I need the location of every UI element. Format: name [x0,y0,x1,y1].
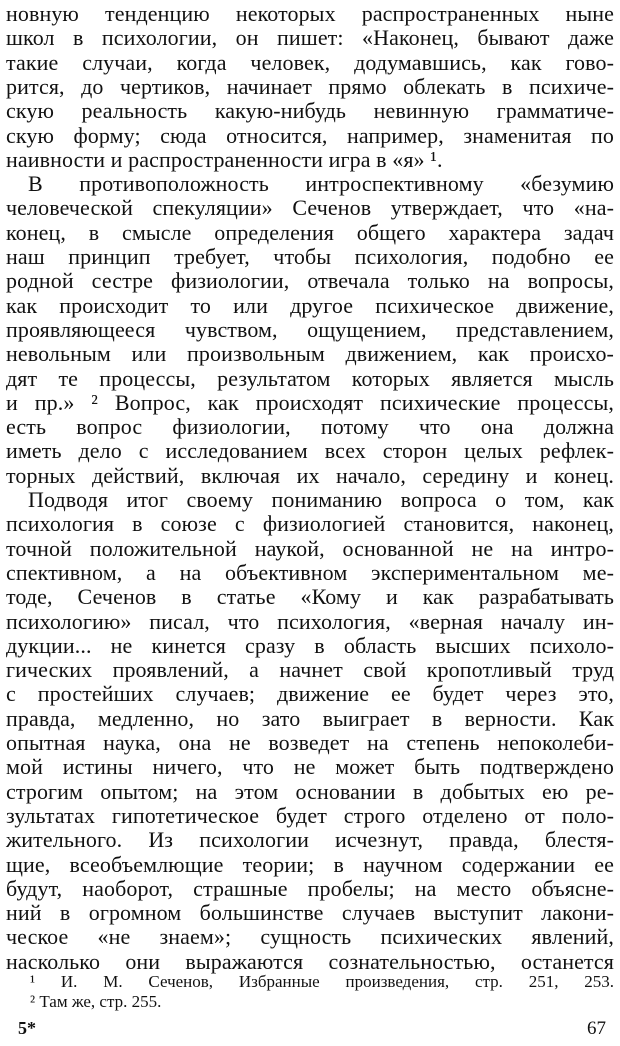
text-line: психологию» писал, что психология, «верная началу ин- [6,608,614,634]
text-line: тоде, Сеченов в статье «Кому и как разрабатывать [6,584,614,610]
text-line: точной положительной наукой, основанной не на интро- [6,535,614,561]
footnote-2: ² Там же, стр. 255. [30,992,162,1011]
text-line: конец, в смысле определения общего характера задач [6,219,614,245]
text-line: скую форму; сюда относится, например, знаменитая по [6,122,614,148]
text-line: иметь дело с исследованием всех сторон целых рефлек- [6,438,614,464]
text-line: зультатах гипотетическое будет строго отделено от поло- [6,802,614,828]
text-line: мой истины ничего, что не может быть подтверждено [6,754,614,780]
text-line: невольным или произвольным движением, как происхо- [6,341,614,367]
text-line: психология в союзе с физиологией становится, наконец, [6,511,614,537]
text-line: рится, до чертиков, начинает прямо облекать в психиче- [6,73,614,99]
text-line: гических проявлений, а начнет свой кропотливый труд [6,657,614,683]
text-line: и пр.» ² Вопрос, как происходят психические процессы, [6,389,614,415]
text-line: опытная наука, она не возведет на степень непоколеби- [6,730,614,755]
text-line: ческое «не знаем»; сущность психических явлений, [6,924,614,950]
text-line: правда, медленно, но зато выиграет в верности. Как [6,705,614,731]
text-line: жительного. Из психологии исчезнут, правда, блестя- [6,827,614,853]
text-line: дукции... не кинется сразу в область высших психоло- [6,632,614,658]
text-line: с простейших случаев; движение ее будет через это, [6,681,614,707]
text-line: торных действий, включая их начало, середину и конец. [6,462,614,488]
text-line: насколько они выражаются сознательностью, останется [6,948,614,974]
text-line: щие, всеобъемлющие теории; в научном содержании ее [6,851,614,877]
text-line: родной сестре физиологии, отвечала только на вопросы, [6,268,614,294]
footnote-1: ¹ И. М. Сеченов, Избранные произведения, стр. 251, 253. [30,972,614,991]
text-line: как происходит то или другое психическое движение, [6,292,614,318]
text-line: наш принцип требует, чтобы психология, подобно ее [6,244,614,269]
text-line: В противоположность интроспективному «безумию [28,171,614,197]
text-line: ний в огромном большинстве случаев выступит лакони- [6,900,614,926]
text-line: школ в психологии, он пишет: «Наконец, бывают даже [6,25,614,51]
text-line: будут, наоборот, страшные пробелы; на место объясне- [6,875,614,901]
text-line: скую реальность какую-нибудь невинную грамматиче- [6,98,614,124]
text-line: человеческой спекуляции» Сеченов утверждает, что «на- [6,195,614,221]
text-line: строгим опытом; на этом основании в добытых ею ре- [6,778,614,804]
text-line: дят те процессы, результатом которых является мысль [6,365,614,391]
text-line: такие случаи, когда человек, додумавшись, как гово- [6,49,614,75]
text-line: Подводя итог своему пониманию вопроса о том, как [28,487,614,512]
text-line: проявляющееся чувством, ощущением, представлением, [6,316,614,342]
signature-mark: 5* [18,1018,36,1038]
page-number: 67 [587,1018,606,1039]
text-line: наивности и распространенности игра в «я» ¹. [6,146,443,172]
text-line: спективном, а на объективном экспериментальном ме- [6,559,614,585]
text-line: есть вопрос физиологии, потому что она должна [6,414,614,440]
text-line: новную тенденцию некоторых распространенных ныне [6,1,614,26]
